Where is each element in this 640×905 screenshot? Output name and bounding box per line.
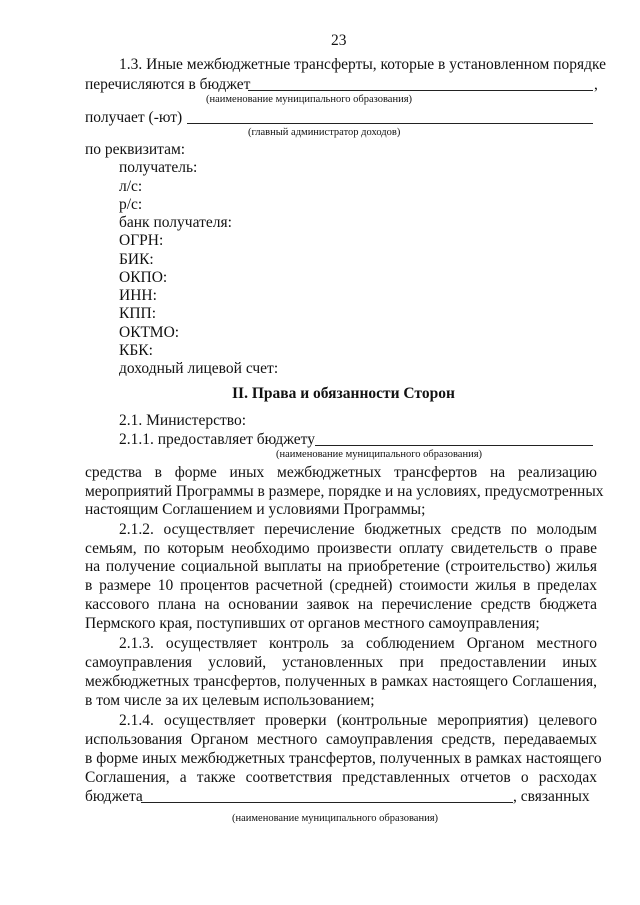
clause-2-1-4-line4: Соглашения, а также соответствия представленных отчетов о расходах: [85, 769, 597, 786]
clause-2-1-3-line2: самоуправления условий, установленных при предоставлении иных: [85, 654, 597, 671]
requisite-okpo: ОКПО:: [119, 269, 168, 286]
clause-2-1: 2.1. Министерство:: [119, 412, 246, 429]
requisite-oktmo: ОКТМО:: [119, 324, 180, 341]
clause-2-1-4-line3: в форме иных межбюджетных трансфертов, полученных в рамках настоящего: [85, 750, 602, 767]
clause-2-1-4-last-prefix: бюджета: [85, 788, 143, 805]
clause-2-1-3-line3: межбюджетных трансфертов, полученных в рамках настоящего Соглашения,: [85, 673, 597, 690]
requisite-inn: ИНН:: [119, 287, 157, 304]
clause-2-1-4-last-suffix: , связанных: [513, 788, 590, 805]
caption-municipality-2: (наименование муниципального образования): [276, 449, 483, 460]
municipality-blank-line: [248, 90, 593, 91]
requisite-ls: л/с:: [119, 178, 143, 195]
municipality-blank-line-2: [315, 445, 593, 446]
clause-1-3-line1: 1.3. Иные межбюджетные трансферты, которые в установленном порядке: [119, 56, 607, 73]
requisites-heading: по реквизитам:: [85, 141, 186, 158]
requisite-rs: р/с:: [119, 196, 143, 213]
requisite-bank: банк получателя:: [119, 214, 232, 231]
clause-2-1-2-line2: семьям, по которым необходимо произвести оплату свидетельств о праве: [85, 540, 597, 557]
requisite-receiver: получатель:: [119, 159, 198, 176]
clause-2-1-3-line1: 2.1.3. осуществляет контроль за соблюдением Органом местного: [119, 635, 597, 652]
clause-2-1-2-line6: Пермского края, поступивших от органов местного самоуправления;: [85, 615, 540, 632]
requisite-income-account: доходный лицевой счет:: [119, 360, 279, 377]
clause-2-1-1-line1: средства в форме иных межбюджетных трансфертов на реализацию: [85, 464, 597, 481]
clause-1-3-line2-prefix: перечисляются в бюджет: [85, 76, 251, 93]
receiver-prefix: получает (-ют): [85, 109, 183, 126]
clause-2-1-2-line5: кассового плана на основании заявок на перечисление средств бюджета: [85, 596, 597, 613]
caption-admin: (главный администратор доходов): [248, 127, 401, 138]
clause-2-1-1-prefix: 2.1.1. предоставляет бюджету: [119, 431, 315, 448]
clause-2-1-4-line1: 2.1.4. осуществляет проверки (контрольные мероприятия) целевого: [119, 712, 597, 729]
requisite-kbk: КБК:: [119, 342, 153, 359]
page-number: 23: [331, 32, 347, 49]
clause-2-1-1-line2: мероприятий Программы в размере, порядке и на условиях, предусмотренных: [85, 483, 604, 500]
requisite-ogrn: ОГРН:: [119, 232, 164, 249]
requisite-kpp: КПП:: [119, 305, 157, 322]
clause-1-3-line2-suffix: ,: [594, 76, 598, 93]
clause-2-1-2-line1: 2.1.2. осуществляет перечисление бюджетных средств по молодым: [119, 521, 597, 538]
municipality-blank-line-3: [141, 802, 513, 803]
section-2-title: II. Права и обязанности Сторон: [232, 385, 455, 402]
clause-2-1-3-line4: в том числе за их целевым использованием;: [85, 692, 375, 709]
admin-blank-line: [187, 123, 593, 124]
clause-2-1-4-line2: использования Органом местного самоуправления средств, передаваемых: [85, 731, 597, 748]
clause-2-1-2-line3: на получение социальной выплаты на приобретение (строительство) жилья: [85, 558, 597, 575]
clause-2-1-2-line4: в размере 10 процентов расчетной (средней) стоимости жилья в пределах: [85, 577, 597, 594]
caption-municipality: (наименование муниципального образования): [206, 94, 413, 105]
clause-2-1-1-line3: настоящим Соглашением и условиями Программы;: [85, 501, 426, 518]
requisite-bik: БИК:: [119, 251, 154, 268]
caption-municipality-3: (наименование муниципального образования): [232, 813, 439, 824]
